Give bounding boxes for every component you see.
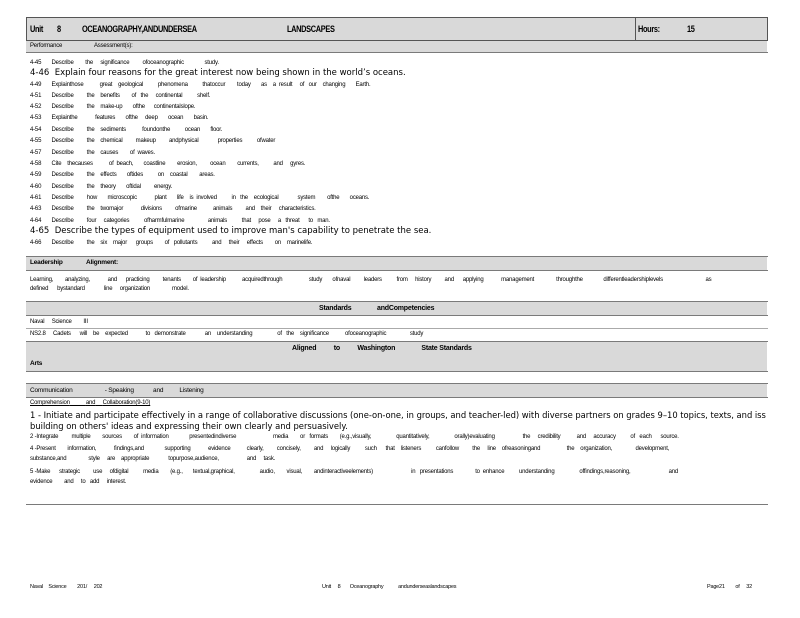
assessments-label: Assessment(s): (94, 43, 133, 49)
hours-label: Hours: (638, 24, 660, 34)
unit-label: Unit (30, 24, 44, 34)
objective-item: 4-54 Describe the sediments foundonthe ocean floor. (30, 127, 223, 133)
unit-title-part-b: LANDSCAPES (287, 24, 335, 34)
comm-item-5-line1: 5 -Make strategic use ofdigital media (e.g., textual,graphical, audio, visual, andinteractiveelements) in presentations to enhance understanding offindings,reasoning, and (30, 469, 679, 475)
unit-number: 8 (57, 24, 61, 34)
objective-item: 4-57 Describe the causes of waves. (30, 150, 155, 156)
course-name: Naval Science III (30, 319, 88, 325)
standards-title-a: Standards (319, 305, 352, 312)
footer-course: Naval Science 201/ 202 (30, 584, 103, 590)
comm-item-4-line1: 4 -Present information, findings,and supporting evidence clearly, concisely, and logically such that listeners canfollow the line ofreasoningand the organization, development, (30, 446, 670, 452)
objective-item: 4-66 Describe the six major groups of pollutants and their effects on marinelife. (30, 240, 313, 246)
footer-unit: Unit 8 Oceanography andunderseaslandscapes (322, 584, 457, 590)
objective-item: 4-53 Explainthe features ofthe deep ocean basin. (30, 115, 209, 121)
objective-item: 4-60 Describe the theory oftidal energy. (30, 184, 173, 190)
comm-item-4-line2: substance,and style are appropriate topurpose,audience, and task. (30, 456, 276, 462)
alignment-label: Alignment: (86, 259, 118, 266)
objective-item: 4-58 Cite thecauses of beach, coastline erosion, ocean currents, and gyres. (30, 161, 306, 167)
performance-bar (26, 41, 767, 52)
objective-item: 4-63 Describe the twomajor divisions ofmarine animals and their characteristics. (30, 206, 316, 212)
communication-heading: Communication - Speaking and Listening (30, 387, 204, 394)
objective-item: 4-45 Describe the significance ofoceanographic study. (30, 60, 219, 66)
communication-subheading: Comprehension and Collaboration(9-10) (30, 400, 151, 406)
objective-item: 4-64 Describe four categories ofharmfulmarine animals that pose a threat to man. (30, 218, 330, 224)
comm-item-2: 2 -Integrate multiple sources of information presentedindiverse media or formats (e.g.,visually, quantitatively, orally)evaluating the credibility and accuracy of each source. (30, 434, 679, 440)
arts-label: Arts (30, 360, 43, 367)
section-end-rule (26, 504, 768, 505)
objective-item: 4-52 Describe the make-up ofthe continentalslope. (30, 104, 196, 110)
unit-title-part-a: OCEANOGRAPHY,ANDUNDERSEA (82, 24, 197, 34)
performance-label: Performance (30, 43, 63, 49)
comm-item-1-line2: building on others' ideas and expressing their own clearly and persuasively. (30, 421, 348, 431)
comm-item-1-line1: 1 - Initiate and participate effectively in a range of collaborative discussions (one-on-one, in groups, and teacher-led) with diverse partners on grades 9–10 topics, texts, and iss (30, 410, 766, 420)
leadership-bar (26, 256, 767, 270)
objective-item: 4-59 Describe the effects oftides on coastal areas. (30, 172, 215, 178)
leadership-text-line1: Learning, analyzing, and practicing tenants of leadership acquiredthrough study ofnaval leaders from history and applying management throughthe differentleadershiplevels as (30, 277, 712, 283)
washington-title: Aligned to Washington State Standards (292, 345, 472, 352)
objective-item: 4-49 Explainthose great geological phenomena thatoccur today as a result of our changing Earth. (30, 82, 371, 88)
footer-page: Page21 of 32 (707, 584, 752, 590)
ns-standard: NS2.8 Cadets will be expected to demonstrate an understanding of the significance ofoceanographic study (30, 331, 424, 337)
objective-item: 4-65 Describe the types of equipment used to improve man's capability to penetrate the sea. (30, 226, 432, 236)
standards-title-b: andCompetencies (377, 305, 435, 312)
hours-value: 15 (687, 24, 695, 34)
leadership-text-line2: defined bystandard line organization model. (30, 286, 189, 292)
objective-item: 4-61 Describe how microscopic plant life is involved in the ecological system ofthe oceans. (30, 195, 370, 201)
comm-item-5-line2: evidence and to add interest. (30, 479, 127, 485)
objective-item: 4-55 Describe the chemical makeup andphysical properties ofwater (30, 138, 276, 144)
objective-item: 4-46 Explain four reasons for the great interest now being shown in the world’s oceans. (30, 68, 406, 78)
objective-item: 4-51 Describe the benefits of the continental shelf. (30, 93, 211, 99)
leadership-label: Leadership (30, 259, 63, 266)
